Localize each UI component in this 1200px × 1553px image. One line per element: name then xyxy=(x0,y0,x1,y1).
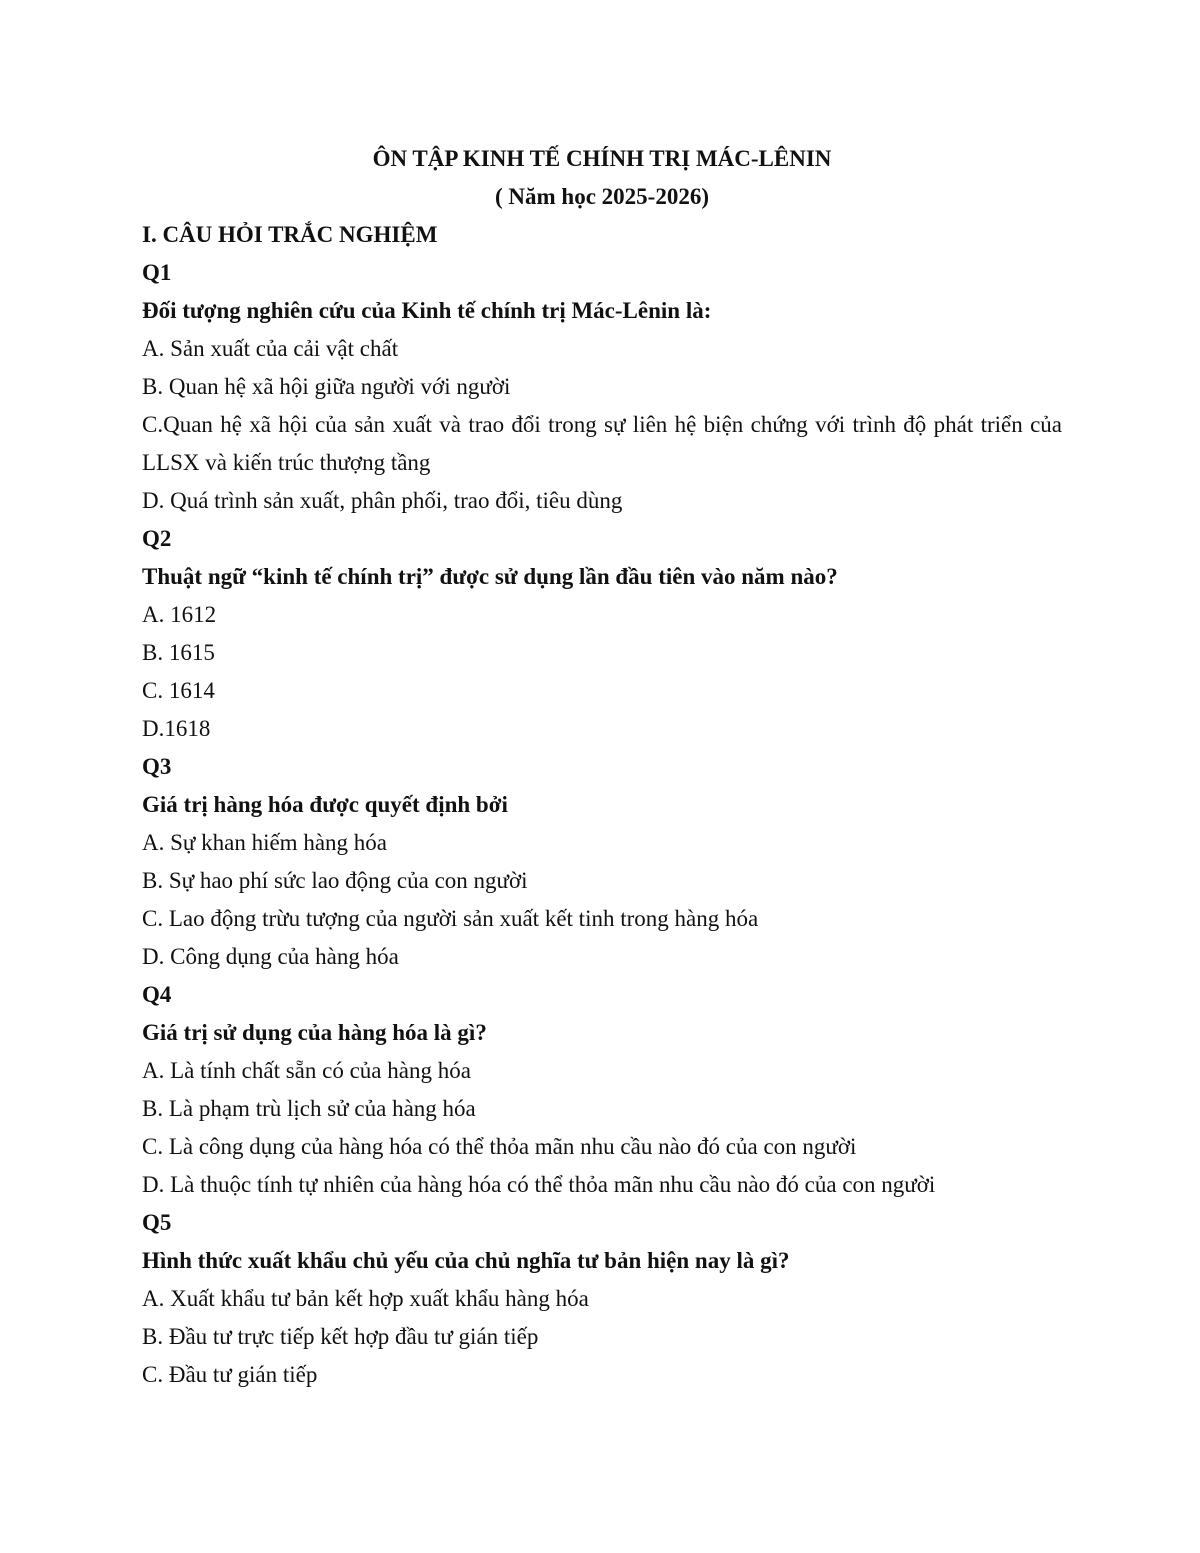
answer-option-b: B. Là phạm trù lịch sử của hàng hóa xyxy=(142,1096,476,1121)
answer-option-d: D.1618 xyxy=(142,716,211,741)
question-number: Q4 xyxy=(142,982,172,1007)
answer-option-a: A. Sản xuất của cải vật chất xyxy=(142,336,399,361)
answer-option-a: A. Sự khan hiếm hàng hóa xyxy=(142,830,387,855)
answer-option-d: D. Công dụng của hàng hóa xyxy=(142,944,399,969)
question-text: Đối tượng nghiên cứu của Kinh tế chính trị Mác-Lênin là: xyxy=(142,298,712,323)
answer-option-d: D. Quá trình sản xuất, phân phối, trao đổi, tiêu dùng xyxy=(142,488,623,513)
question-text: Giá trị sử dụng của hàng hóa là gì? xyxy=(142,1020,487,1045)
document-title: ÔN TẬP KINH TẾ CHÍNH TRỊ MÁC-LÊNIN xyxy=(372,146,832,171)
document-body xyxy=(142,140,1062,1394)
answer-option-c: C. 1614 xyxy=(142,678,215,703)
document-subtitle: ( Năm học 2025-2026) xyxy=(495,184,709,209)
answer-option-c: C. Là công dụng của hàng hóa có thể thỏa mãn nhu cầu nào đó của con người xyxy=(142,1134,857,1159)
question-block-q5 xyxy=(142,1204,1062,1394)
answer-option-a: A. 1612 xyxy=(142,602,217,627)
answer-option-c: C. Lao động trừu tượng của người sản xuất kết tinh trong hàng hóa xyxy=(142,906,759,931)
question-block-q3 xyxy=(142,748,1062,976)
question-number: Q2 xyxy=(142,526,172,551)
question-number: Q3 xyxy=(142,754,172,779)
answer-option-a: A. Là tính chất sẵn có của hàng hóa xyxy=(142,1058,471,1083)
question-block-q1 xyxy=(142,254,1062,520)
answer-option-b: B. Quan hệ xã hội giữa người với người xyxy=(142,374,511,399)
question-text: Hình thức xuất khẩu chủ yếu của chủ nghĩa tư bản hiện nay là gì? xyxy=(142,1248,790,1273)
answer-option-a: A. Xuất khẩu tư bản kết hợp xuất khẩu hàng hóa xyxy=(142,1286,589,1311)
question-number: Q1 xyxy=(142,260,172,285)
question-text: Thuật ngữ “kinh tế chính trị” được sử dụng lần đầu tiên vào năm nào? xyxy=(142,564,838,589)
section-heading: I. CÂU HỎI TRẮC NGHIỆM xyxy=(142,222,438,247)
question-block-q2 xyxy=(142,520,1062,748)
answer-option-c: C. Đầu tư gián tiếp xyxy=(142,1362,318,1387)
answer-option-c: C.Quan hệ xã hội của sản xuất và trao đổi trong sự liên hệ biện chứng với trình độ phát triển của LLSX và kiến trúc thượng tầng xyxy=(142,412,1062,475)
answer-option-d: D. Là thuộc tính tự nhiên của hàng hóa có thể thỏa mãn nhu cầu nào đó của con người xyxy=(142,1172,936,1197)
answer-option-b: B. Sự hao phí sức lao động của con người xyxy=(142,868,528,893)
question-block-q4 xyxy=(142,976,1062,1204)
question-number: Q5 xyxy=(142,1210,172,1235)
answer-option-b: B. Đầu tư trực tiếp kết hợp đầu tư gián tiếp xyxy=(142,1324,539,1349)
question-text: Giá trị hàng hóa được quyết định bởi xyxy=(142,792,508,817)
answer-option-b: B. 1615 xyxy=(142,640,215,665)
